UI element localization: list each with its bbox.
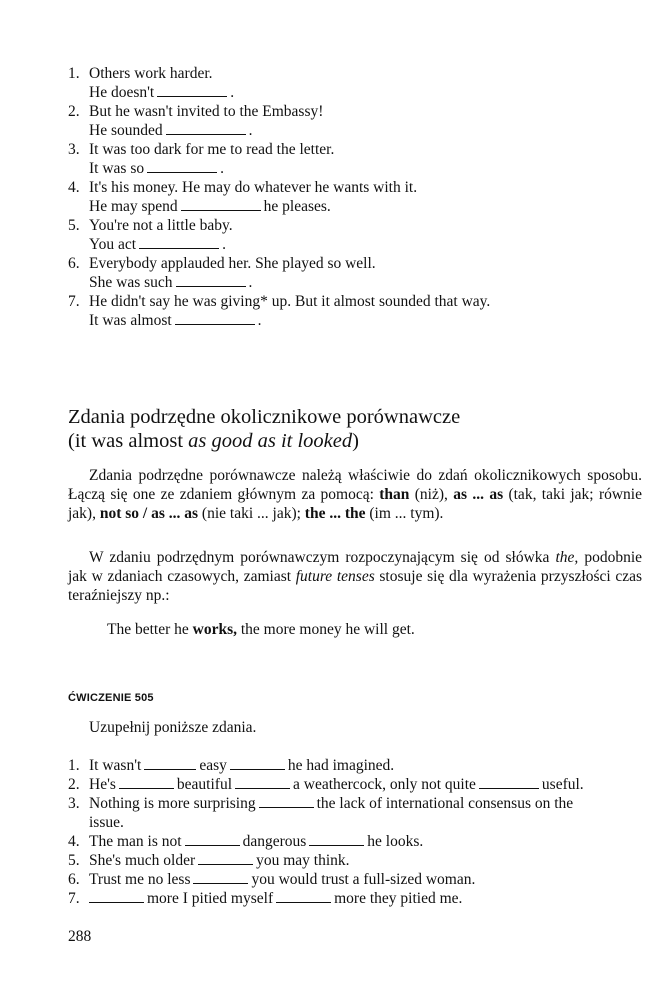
exercise-instruction: Uzupełnij poniższe zdania. [89, 719, 257, 736]
item-number: 4. [68, 179, 80, 196]
prompt-text: He sounded [89, 122, 163, 139]
prompt-end: . [257, 312, 262, 329]
exercise-label: ĆWICZENIE 505 [68, 692, 154, 704]
text: (tak, taki jak; równie jak), [68, 486, 642, 522]
item-line [89, 757, 394, 775]
keyword-not-so: not so / as ... as [99, 505, 199, 522]
prompt-end: he pleases. [263, 198, 331, 215]
italic-term: the, [555, 549, 579, 566]
item-line [89, 776, 584, 794]
prompt-text: It was so [89, 160, 145, 177]
item-number: 1. [68, 65, 80, 82]
text: W zdaniu podrzędnym porównawczym rozpoczynającym się od słówka [89, 549, 556, 566]
answer-blank[interactable] [276, 890, 331, 903]
answer-blank[interactable] [309, 833, 364, 846]
item-line [89, 795, 573, 813]
item-prompt-line [89, 160, 224, 178]
italic-term: future tenses [295, 568, 375, 585]
answer-blank[interactable] [139, 236, 219, 249]
prompt-end: . [230, 84, 235, 101]
answer-blank[interactable] [230, 757, 285, 770]
text: The better he [107, 621, 193, 638]
item-number: 6. [68, 871, 80, 888]
item-prompt-line [89, 84, 234, 102]
item-prompt-line [89, 236, 226, 254]
text: The man is not [89, 833, 182, 850]
page-number: 288 [68, 928, 92, 945]
text: more they pitied me. [334, 890, 463, 907]
section-title-prefix: (it was almost [68, 430, 189, 452]
item-number: 2. [68, 103, 80, 120]
item-line [89, 833, 423, 851]
prompt-text: You act [89, 236, 137, 253]
item-prompt-line [89, 198, 331, 216]
text: you would trust a full-sized woman. [251, 871, 476, 888]
section-title-line1: Zdania podrzędne okolicznikowe porównawcze [68, 406, 461, 428]
item-sentence: But he wasn't invited to the Embassy! [89, 103, 324, 120]
explanation-paragraph-2 [68, 548, 642, 605]
text: he looks. [367, 833, 424, 850]
item-sentence: Everybody applauded her. She played so well. [89, 255, 376, 272]
item-sentence: Others work harder. [89, 65, 213, 82]
prompt-text: It was almost [89, 312, 172, 329]
text: the more money he will get. [237, 621, 415, 638]
answer-blank[interactable] [89, 890, 144, 903]
item-number: 7. [68, 293, 80, 310]
answer-blank[interactable] [198, 852, 253, 865]
item-line [89, 871, 475, 889]
section-title-italic: as good as it looked [188, 430, 353, 452]
text: It wasn't [89, 757, 142, 774]
answer-blank[interactable] [235, 776, 290, 789]
prompt-end: . [248, 274, 253, 291]
text: stosuje się dla wyrażenia przyszłości czas teraźniejszy np.: [68, 568, 642, 604]
text: Zdania podrzędne porównawcze należą właściwie do zdań okolicznikowych sposobu. Łączą się one ze zdaniem głównym za pomocą: [68, 467, 642, 503]
item-prompt-line [89, 274, 252, 292]
prompt-text: She was such [89, 274, 173, 291]
answer-blank[interactable] [185, 833, 240, 846]
item-number: 1. [68, 757, 80, 774]
prompt-text: He doesn't [89, 84, 155, 101]
text: (niż), [409, 486, 454, 503]
text: Trust me no less [89, 871, 191, 888]
prompt-end: . [220, 160, 224, 177]
text: podobnie jak w zdaniach czasowych, zamiast [68, 549, 642, 585]
answer-blank[interactable] [147, 160, 217, 173]
text: dangerous [242, 833, 307, 850]
item-number: 6. [68, 255, 80, 272]
answer-blank[interactable] [144, 757, 196, 770]
answer-blank[interactable] [479, 776, 539, 789]
keyword-the-the: the ... the [304, 505, 366, 522]
answer-blank[interactable] [181, 198, 261, 211]
item-number: 7. [68, 890, 80, 907]
text: useful. [541, 776, 584, 793]
text: He's [89, 776, 116, 793]
text: She's much older [89, 852, 196, 869]
item-sentence: It was too dark for me to read the letter. [89, 141, 335, 158]
item-line [89, 852, 350, 870]
item-prompt-line [89, 312, 262, 330]
bold-word: works, [192, 621, 237, 638]
item-number: 2. [68, 776, 80, 793]
text: a weathercock, only not quite [293, 776, 476, 793]
item-number: 3. [68, 141, 80, 158]
answer-blank[interactable] [176, 274, 246, 287]
text: beautiful [176, 776, 232, 793]
text: (nie taki ... jak); [198, 505, 305, 522]
text: you may think. [256, 852, 350, 869]
text: Nothing is more surprising [89, 795, 256, 812]
answer-blank[interactable] [157, 84, 227, 97]
example-sentence [107, 621, 415, 639]
text: he had imagined. [287, 757, 395, 774]
keyword-than: than [379, 486, 410, 503]
answer-blank[interactable] [166, 122, 246, 135]
item-line [89, 890, 462, 908]
item-sentence: It's his money. He may do whatever he wants with it. [89, 179, 418, 196]
keyword-as-as: as ... as [453, 486, 504, 503]
item-number: 4. [68, 833, 80, 850]
section-title-suffix: ) [352, 430, 359, 452]
item-sentence: He didn't say he was giving* up. But it almost sounded that way. [89, 293, 491, 310]
text: (im ... tym). [365, 505, 444, 522]
answer-blank[interactable] [175, 312, 255, 325]
prompt-text: He may spend [89, 198, 178, 215]
item-number: 5. [68, 852, 80, 869]
item-number: 3. [68, 795, 80, 812]
prompt-end: . [248, 122, 253, 139]
answer-blank[interactable] [119, 776, 174, 789]
item-number: 5. [68, 217, 80, 234]
text: more I pitied myself [147, 890, 274, 907]
item-prompt-line [89, 122, 253, 140]
item-sentence: You're not a little baby. [89, 217, 233, 234]
text: easy [199, 757, 227, 774]
answer-blank[interactable] [259, 795, 314, 808]
explanation-paragraph-1 [68, 466, 642, 523]
item-continuation: issue. [89, 814, 124, 831]
prompt-end: . [222, 236, 226, 253]
text: the lack of international consensus on the [316, 795, 574, 812]
section-title [68, 405, 460, 453]
answer-blank[interactable] [193, 871, 248, 884]
